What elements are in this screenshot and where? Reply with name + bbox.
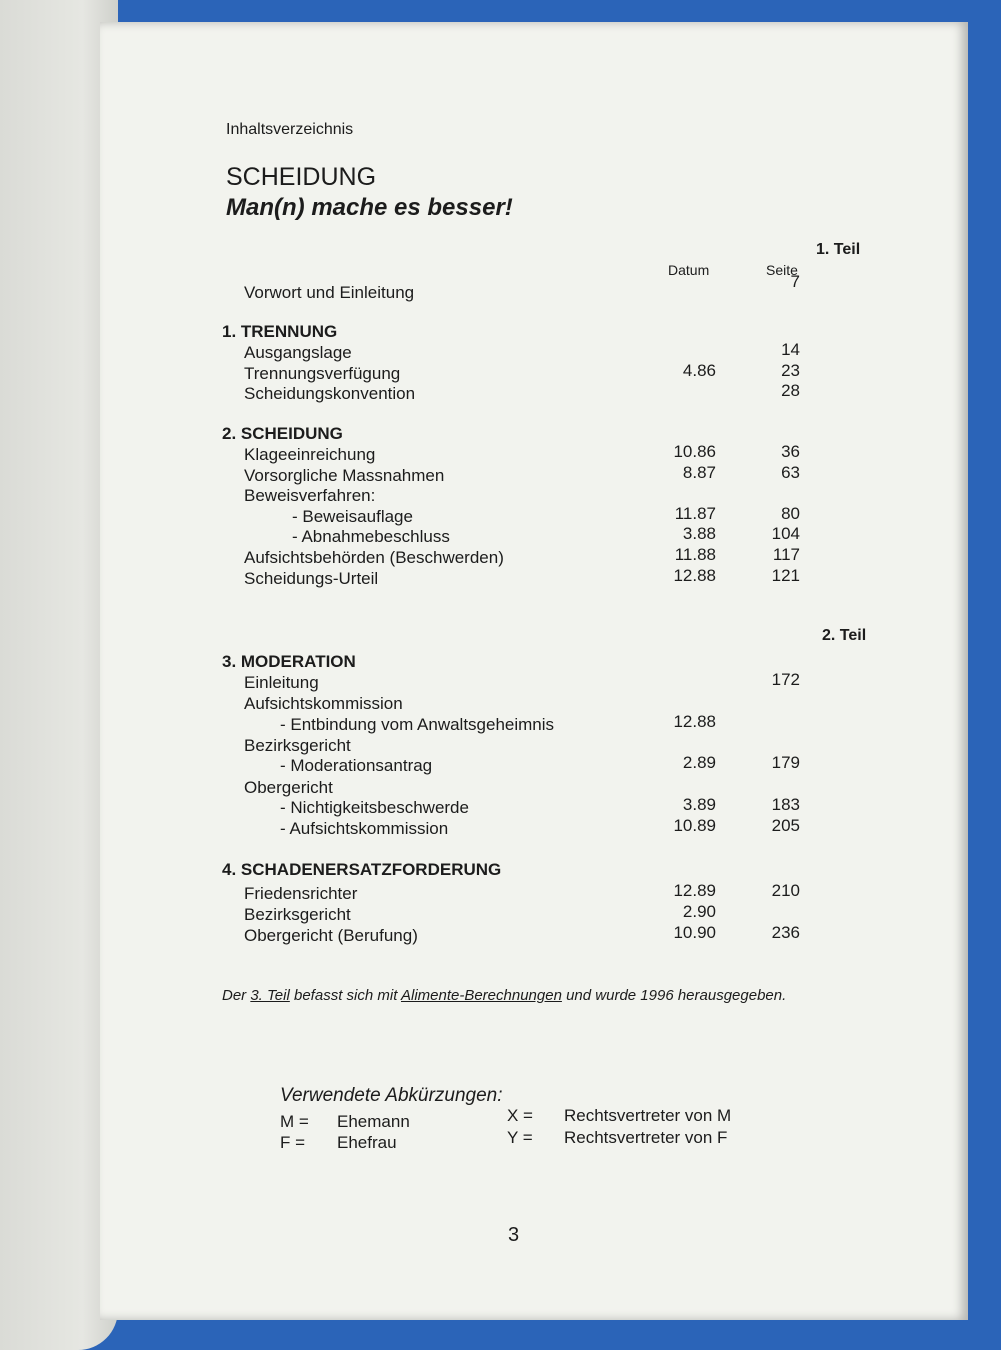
column-header-datum: Datum — [668, 262, 710, 278]
toc-entry-label: - Beweisauflage — [292, 507, 413, 526]
document-page — [100, 22, 968, 1320]
toc-entry-page: 63 — [781, 463, 800, 482]
toc-entry-date: 11.88 — [674, 545, 716, 564]
toc-entry-label: Bezirksgericht — [244, 905, 351, 924]
toc-entry-date: 12.89 — [673, 881, 716, 900]
toc-section-title: 3. MODERATION — [222, 652, 356, 671]
toc-entry-page: 7 — [790, 272, 800, 291]
toc-entry-label: - Nichtigkeitsbeschwerde — [280, 798, 469, 817]
column-header-seite: Seite — [766, 262, 798, 278]
toc-entry-page: 36 — [781, 442, 800, 461]
abbr-key: Y = — [507, 1128, 533, 1147]
toc-entry-date: 11.87 — [674, 504, 716, 523]
toc-section-title: 2. SCHEIDUNG — [222, 424, 343, 443]
toc-entry-date: 3.88 — [682, 524, 716, 543]
toc-entry-page: 23 — [781, 361, 800, 380]
part1-label: 1. Teil — [816, 241, 861, 258]
toc-entry-date: 8.87 — [682, 463, 716, 482]
abbr-value: Rechtsvertreter von M — [564, 1106, 732, 1125]
toc-entry-label: Klageeinreichung — [244, 445, 376, 464]
note-text: Der — [222, 987, 251, 1004]
toc-entry-page: 117 — [772, 545, 800, 564]
toc-entry-label: Ausgangslage — [244, 343, 352, 362]
toc-entry-label: Trennungsverfügung — [244, 364, 401, 383]
toc-entry-date: 10.86 — [673, 442, 716, 461]
toc-entry-label: - Aufsichtskommission — [280, 819, 449, 838]
toc-entry-label: Obergericht — [244, 778, 333, 797]
book-subtitle: Man(n) mache es besser! — [226, 194, 513, 221]
toc-entry-label: - Entbindung vom Anwaltsgeheimnis — [280, 715, 555, 734]
toc-entry-page: 183 — [771, 795, 800, 814]
toc-entry-date: 12.88 — [673, 712, 716, 731]
toc-section-title: 4. SCHADENERSATZFORDERUNG — [222, 860, 502, 879]
abbr-key: X = — [507, 1106, 533, 1125]
toc-entry-date: 4.86 — [682, 361, 716, 380]
toc-entry-label: Aufsichtskommission — [244, 694, 403, 713]
toc-entry-page: 179 — [771, 753, 800, 772]
toc-entry-label: Friedensrichter — [244, 884, 358, 903]
part2-label: 2. Teil — [822, 627, 867, 644]
toc-entry-label: Aufsichtsbehörden (Beschwerden) — [244, 548, 504, 567]
abbreviations-heading: Verwendete Abkürzungen: — [280, 1085, 503, 1106]
toc-entry-page: 14 — [781, 340, 800, 359]
toc-entry-date: 10.90 — [673, 923, 716, 942]
toc-entry-date: 3.89 — [682, 795, 716, 814]
note-text: und wurde 1996 herausgegeben. — [561, 987, 787, 1004]
abbr-key: F = — [280, 1133, 306, 1152]
note-link-alimente: Alimente-Berechnungen — [400, 987, 562, 1004]
toc-entry-page: 80 — [781, 504, 800, 523]
book-title: SCHEIDUNG — [226, 163, 377, 191]
toc-kicker: Inhaltsverzeichnis — [226, 121, 354, 138]
toc-entry-label: Vorwort und Einleitung — [244, 283, 415, 302]
toc-entry-label: Beweisverfahren: — [244, 486, 376, 505]
toc-entry-date: 2.89 — [682, 753, 716, 772]
toc-entry-label: Scheidungskonvention — [244, 384, 416, 403]
toc-entry-date: 10.89 — [673, 816, 716, 835]
toc-entry-label: Vorsorgliche Massnahmen — [244, 466, 445, 485]
note-text: befasst sich mit — [289, 987, 401, 1004]
abbr-value: Ehefrau — [337, 1133, 397, 1152]
toc-entry-label: Obergericht (Berufung) — [244, 926, 418, 945]
toc-entry-label: - Abnahmebeschluss — [292, 527, 450, 546]
abbr-key: M = — [280, 1112, 309, 1131]
toc-entry-label: - Moderationsantrag — [280, 756, 433, 775]
note-third-part — [222, 987, 786, 1004]
toc-entry-label: Bezirksgericht — [244, 736, 351, 755]
toc-entry-label: Scheidungs-Urteil — [244, 569, 379, 588]
page-number: 3 — [508, 1224, 520, 1246]
toc-entry-page: 205 — [771, 816, 800, 835]
toc-section-title: 1. TRENNUNG — [222, 322, 338, 341]
toc-entry-page: 104 — [771, 524, 800, 543]
toc-entry-page: 28 — [781, 381, 800, 400]
toc-entry-page: 121 — [771, 566, 800, 585]
toc-entry-page: 172 — [771, 670, 800, 689]
note-link-teil: 3. Teil — [250, 987, 290, 1004]
toc-entry-page: 210 — [771, 881, 800, 900]
toc-entry-page: 236 — [771, 923, 800, 942]
toc-entry-date: 12.88 — [673, 566, 716, 585]
abbr-value: Rechtsvertreter von F — [564, 1128, 728, 1147]
toc-entry-date: 2.90 — [682, 902, 716, 921]
abbr-value: Ehemann — [337, 1112, 410, 1131]
toc-entry-label: Einleitung — [244, 673, 319, 692]
